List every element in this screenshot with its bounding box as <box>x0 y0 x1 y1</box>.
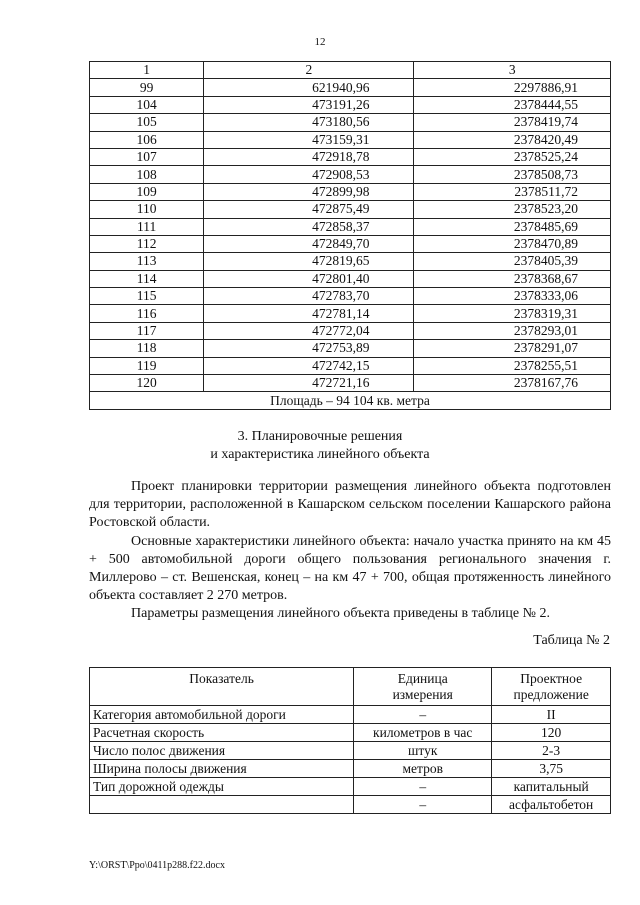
coord-x: 472875,49 <box>204 201 414 218</box>
paragraph: Параметры размещения линейного объекта приведены в таблице № 2. <box>131 606 550 621</box>
coord-x: 472772,04 <box>204 322 414 339</box>
table-row <box>90 778 611 796</box>
table-header-row <box>90 62 611 79</box>
table-row <box>90 148 611 165</box>
proposal-cell: 120 <box>492 724 611 742</box>
coord-y: 2378167,76 <box>414 375 611 392</box>
point-number: 119 <box>90 357 204 374</box>
proposal-cell: асфальтобетон <box>492 796 611 814</box>
table-row <box>90 706 611 724</box>
coord-x: 473180,56 <box>204 114 414 131</box>
column-header: 1 <box>90 62 204 79</box>
coord-y: 2378511,72 <box>414 183 611 200</box>
coord-x: 621940,96 <box>204 79 414 96</box>
indicator-cell: Ширина полосы движения <box>90 760 354 778</box>
table-row <box>90 305 611 322</box>
paragraph: Проект планировки территории размещения линейного объекта подготовлен для территории, расположенной в Кашарском сельском поселении Кашарского района Ростовской области. <box>89 479 611 530</box>
point-number: 107 <box>90 148 204 165</box>
table-row <box>90 724 611 742</box>
point-number: 120 <box>90 375 204 392</box>
coord-x: 473191,26 <box>204 96 414 113</box>
table-row <box>90 201 611 218</box>
header-line: Единица <box>397 671 448 686</box>
unit-cell: штук <box>354 742 492 760</box>
coord-y: 2378525,24 <box>414 148 611 165</box>
indicator-cell: Расчетная скорость <box>90 724 354 742</box>
table-row <box>90 288 611 305</box>
proposal-cell: II <box>492 706 611 724</box>
column-header: 2 <box>204 62 414 79</box>
coordinates-table <box>89 61 611 410</box>
proposal-cell: 3,75 <box>492 760 611 778</box>
section-title <box>0 428 640 464</box>
point-number: 111 <box>90 218 204 235</box>
coord-y: 2378333,06 <box>414 288 611 305</box>
table-row <box>90 79 611 96</box>
point-number: 118 <box>90 340 204 357</box>
point-number: 115 <box>90 288 204 305</box>
column-header: 3 <box>414 62 611 79</box>
page-number: 12 <box>314 36 326 48</box>
coord-y: 2378419,74 <box>414 114 611 131</box>
table-row <box>90 114 611 131</box>
table-row <box>90 131 611 148</box>
table-row <box>90 218 611 235</box>
point-number: 109 <box>90 183 204 200</box>
coord-x: 472781,14 <box>204 305 414 322</box>
area-total: Площадь – 94 104 кв. метра <box>90 392 611 409</box>
coord-y: 2378485,69 <box>414 218 611 235</box>
coord-y: 2378319,31 <box>414 305 611 322</box>
indicator-cell: Число полос движения <box>90 742 354 760</box>
point-number: 110 <box>90 201 204 218</box>
coord-x: 472849,70 <box>204 235 414 252</box>
table-row <box>90 742 611 760</box>
unit-cell: – <box>354 778 492 796</box>
point-number: 112 <box>90 235 204 252</box>
point-number: 105 <box>90 114 204 131</box>
coord-x: 473159,31 <box>204 131 414 148</box>
coord-y: 2378293,01 <box>414 322 611 339</box>
column-header-indicator: Показатель <box>90 668 354 706</box>
coord-y: 2378508,73 <box>414 166 611 183</box>
table-row <box>90 270 611 287</box>
coord-y: 2378405,39 <box>414 253 611 270</box>
coord-y: 2378255,51 <box>414 357 611 374</box>
table-row <box>90 235 611 252</box>
coord-y: 2378368,67 <box>414 270 611 287</box>
table-row <box>90 253 611 270</box>
file-path-footer: Y:\ORST\Ppo\0411p288.f22.docx <box>89 860 225 871</box>
area-row <box>90 392 611 409</box>
proposal-cell: 2-3 <box>492 742 611 760</box>
table-row <box>90 166 611 183</box>
coord-y: 2378444,55 <box>414 96 611 113</box>
section-title-line: 3. Планировочные решения <box>237 429 403 444</box>
indicator-cell: Тип дорожной одежды <box>90 778 354 796</box>
coord-x: 472753,89 <box>204 340 414 357</box>
coord-y: 2378470,89 <box>414 235 611 252</box>
point-number: 116 <box>90 305 204 322</box>
coord-x: 472819,65 <box>204 253 414 270</box>
coord-x: 472858,37 <box>204 218 414 235</box>
unit-cell: – <box>354 706 492 724</box>
coord-x: 472742,15 <box>204 357 414 374</box>
point-number: 108 <box>90 166 204 183</box>
coord-y: 2378523,20 <box>414 201 611 218</box>
header-line: измерения <box>392 687 453 702</box>
coord-y: 2297886,91 <box>414 79 611 96</box>
point-number: 99 <box>90 79 204 96</box>
table-row <box>90 796 611 814</box>
table-header-row <box>90 668 611 706</box>
coord-x: 472918,78 <box>204 148 414 165</box>
indicator-cell: Категория автомобильной дороги <box>90 706 354 724</box>
table-row <box>90 357 611 374</box>
table-row <box>90 340 611 357</box>
table-row <box>90 96 611 113</box>
coord-x: 472899,98 <box>204 183 414 200</box>
point-number: 106 <box>90 131 204 148</box>
column-header-unit <box>354 668 492 706</box>
point-number: 104 <box>90 96 204 113</box>
table-row <box>90 183 611 200</box>
coord-x: 472721,16 <box>204 375 414 392</box>
coord-y: 2378291,07 <box>414 340 611 357</box>
table-caption: Таблица № 2 <box>533 633 610 648</box>
unit-cell: километров в час <box>354 724 492 742</box>
coord-x: 472908,53 <box>204 166 414 183</box>
coord-y: 2378420,49 <box>414 131 611 148</box>
unit-cell: метров <box>354 760 492 778</box>
column-header-proposal <box>492 668 611 706</box>
unit-cell: – <box>354 796 492 814</box>
point-number: 117 <box>90 322 204 339</box>
point-number: 114 <box>90 270 204 287</box>
parameters-table <box>89 667 611 814</box>
table-row <box>90 760 611 778</box>
coord-x: 472801,40 <box>204 270 414 287</box>
indicator-cell <box>90 796 354 814</box>
header-line: Проектное <box>520 671 583 686</box>
table-row <box>90 322 611 339</box>
section-title-line: и характеристика линейного объекта <box>210 447 430 462</box>
coord-x: 472783,70 <box>204 288 414 305</box>
point-number: 113 <box>90 253 204 270</box>
proposal-cell: капитальный <box>492 778 611 796</box>
header-line: предложение <box>513 687 589 702</box>
paragraph: Основные характеристики линейного объекта: начало участка принято на км 45 + 500 автомобильной дороги общего пользования регионального значения г. Миллерово – ст. Вешенская, конец – на км 47 + 700, общая протяженность линейного объекта составляет 2 270 метров. <box>89 534 611 603</box>
table-row <box>90 375 611 392</box>
